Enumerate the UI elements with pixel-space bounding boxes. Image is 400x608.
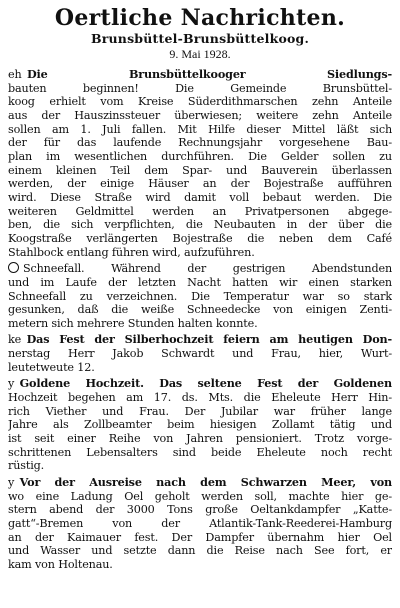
article-line: schrittenen Lebensalters sind beide Eheleute noch recht [8,445,392,459]
article-line: sollen am 1. Juli fallen. Mit Hilfe dieser Mittel läßt sich [8,122,392,136]
article-line: Schneefall zu verzeichnen. Die Temperatur war so stark [8,289,392,303]
article-marker: eh [8,68,22,81]
article-line: plan im wesentlichen durchführen. Die Gelder sollen zu [8,149,392,163]
articles-column [8,68,392,572]
article-paragraph [8,377,392,473]
article-line: wird. Diese Straße wird damit voll bebaut werden. Die [8,190,392,204]
article-line: und im Laufe der letzten Nacht hatten wir einen starken [8,275,392,289]
article-line: rüstig. [8,459,45,473]
article-line: an der Kaimauer fest. Der Dampfer übernahm hier Oel [8,530,392,544]
article-paragraph [8,333,392,374]
article-line: metern sich mehrere Stunden halten konnte. [8,316,258,330]
article-first-line [8,262,392,276]
article-line: Koogstraße verlängerten Bojestraße die neben dem Café [8,231,392,245]
article-marker: y [8,377,15,391]
article-paragraph [8,262,392,330]
article-line: einem kleinen Teil dem Spar- und Bauverein überlassen [8,163,392,177]
article-marker: ke [8,333,22,347]
article-line: rich Viether und Frau. Der Jubilar war früher lange [8,404,392,418]
article-line: leutetweute 12. [8,360,95,374]
article-marker: y [8,476,15,490]
article-line: gatt“-Bremen von der Atlantik-Tank-Reederei-Hamburg [8,517,392,530]
article-line: nerstag Herr Jakob Schwardt und Frau, hier, Wurt- [8,347,392,361]
article-first-line [8,476,392,490]
article-line: kam von Holtenau. [8,557,113,571]
article-first-line [8,377,392,391]
section-subtitle: Brunsbüttel-Brunsbüttelkoog. [90,31,310,46]
article-line: Schneefall. Während der gestrigen Abendstunden [23,262,392,276]
article-line: stern abend der 3000 Tons große Oeltankdampfer „Katte- [8,503,392,517]
article-line: ist seit einer Reihe von Jahren pensioniert. Trotz vorge- [8,432,392,446]
article-line: Die Brunsbüttelkooger Siedlungs- [26,68,392,81]
article-first-line [8,333,392,347]
article-line: gesunken, daß die weiße Schneedecke von einigen Zenti- [8,303,392,317]
article-line: weiteren Geldmittel werden an Privatpersonen abgege- [8,204,392,218]
article-line: der für das laufende Rechnungsjahr vorgesehene Bau- [8,136,392,150]
article-line: Das Fest der Silberhochzeit feiern am heutigen Don- [26,333,392,347]
article-line: koog erhielt vom Kreise Süderdithmarschen zehn Anteile [8,95,392,109]
article-first-line [8,68,392,82]
article-paragraph [8,476,392,572]
article-line: wo eine Ladung Oel geholt werden soll, machte hier ge- [8,489,392,503]
article-line: aus der Hauszinssteuer überwiesen; weitere zehn Anteile [8,108,392,122]
article-line: werden, der einige Häuser an der Bojestraße aufführen [8,177,392,191]
article-line: ben, die sich verpflichten, die Neubauten in der über die [8,218,392,232]
article-line: bauten beginnen! Die Gemeinde Brunsbüttel- [8,81,392,95]
article-paragraph [8,68,392,259]
article-line: Jahre als Zollbeamter beim hiesigen Zollamt tätig und [8,418,392,432]
article-line: und Wasser und setzte dann die Reise nach See fort, er [8,544,392,558]
page-title: Oertliche Nachrichten. [54,5,346,31]
article-line: Goldene Hochzeit. Das seltene Fest der Goldenen [19,377,392,391]
article-line: Stahlbock entlang führen wird, aufzuführen. [8,245,255,259]
dateline: 9. Mai 1928. [169,47,231,61]
article-line: Hochzeit begehen am 17. ds. Mts. die Eheleute Herr Hin- [8,391,392,405]
circle-icon [8,262,19,273]
article-line: Vor der Ausreise nach dem Schwarzen Meer, von [19,476,392,490]
